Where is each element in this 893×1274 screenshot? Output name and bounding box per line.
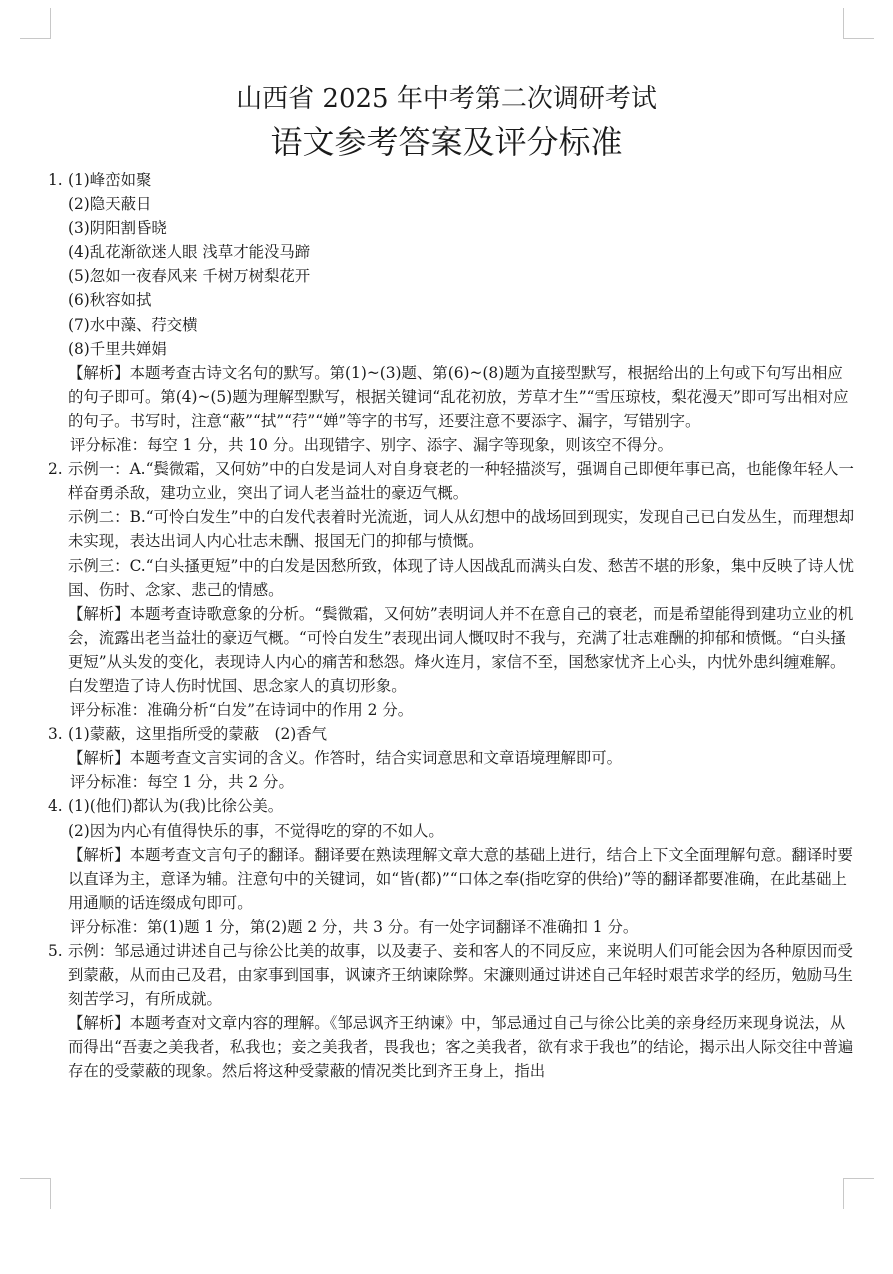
scoring-criteria: 评分标准：第(1)题 1 分，第(2)题 2 分，共 3 分。有一处字词翻译不准确扣 1 分。: [70, 917, 639, 936]
analysis-paragraph: 【解析】本题考查古诗文名句的默写。第(1)~(3)题、第(6)~(8)题为直接型默写，根据给出的上句或下句写出相应的句子即可。第(4)~(5)题为理解型默写，根据关键词“乱花初放，芳草才生”“雪压琼枝，梨花漫天”即可写出相对应的句子。书写时，注意“蔽”“拭”“荇”“婵”等字的书写，还要注意不要添字、漏字，写错别字。: [68, 363, 849, 430]
answer-line: (2)隐天蔽日: [68, 195, 152, 214]
example-answer: 示例：邹忌通过讲述自己与徐公比美的故事，以及妻子、妾和客人的不同反应，来说明人们可能会因为各种原因而受到蒙蔽，从而由己及君，由家事到国事，讽谏齐王纳谏除弊。宋濂则通过讲述自己年轻时艰苦求学的经历，勉励马生刻苦学习，有所成就。: [68, 942, 853, 1009]
answer-line: (1)蒙蔽，这里指所受的蒙蔽 (2)香气: [68, 725, 328, 744]
scoring-criteria: 评分标准：每空 1 分，共 10 分。出现错字、别字、添字、漏字等现象，则该空不得分。: [70, 436, 674, 455]
page-header: [0, 80, 893, 164]
answer-line: (1)峰峦如聚: [68, 171, 152, 189]
crop-mark-bottom-left: [20, 1178, 51, 1209]
answer-line: (1)(他们)都认为(我)比徐公美。: [68, 797, 284, 816]
answer-content: [48, 168, 858, 1084]
answer-line: (3)阴阳割昏晓: [68, 219, 167, 238]
analysis-paragraph: 【解析】本题考查文言实词的含义。作答时，结合实词意思和文章语境理解即可。: [68, 749, 623, 768]
scoring-criteria: 评分标准：准确分析“白发”在诗词中的作用 2 分。: [70, 701, 414, 720]
question-3: [48, 722, 858, 794]
question-number: 2.: [48, 460, 63, 479]
example-answer: 示例一：A.“鬓微霜，又何妨”中的白发是词人对自身衰老的一种轻描淡写，强调自己即便年事已高，也能像年轻人一样奋勇杀敌，建功立业，突出了词人老当益壮的豪迈气概。: [68, 460, 854, 503]
example-answer: 示例三：C.“白头搔更短”中的白发是因愁所致，体现了诗人因战乱而满头白发、愁苦不堪的形象，集中反映了诗人忧国、伤时、念家、悲己的情感。: [68, 556, 854, 599]
analysis-paragraph: 【解析】本题考查文言句子的翻译。翻译要在熟读理解文章大意的基础上进行，结合上下文全面理解句意。翻译时要以直译为主，意译为辅。注意句中的关键词，如“皆(都)”“口体之奉(指吃穿的供给)”等的翻译都要准确，在此基础上用通顺的话连缀成句即可。: [68, 845, 853, 912]
example-answer: 示例二：B.“可怜白发生”中的白发代表着时光流逝，词人从幻想中的战场回到现实，发现自己已白发丛生，而理想却未实现，表达出词人内心壮志未酬、报国无门的抑郁与愤慨。: [68, 508, 855, 551]
answer-line: (4)乱花渐欲迷人眼 浅草才能没马蹄: [68, 243, 311, 262]
crop-mark-bottom-right: [843, 1178, 874, 1209]
question-number: 5.: [48, 942, 63, 960]
answer-key-title: 语文参考答案及评分标准: [270, 123, 623, 161]
question-number: 4.: [48, 797, 63, 816]
answer-line: (5)忽如一夜春风来 千树万树梨花开: [68, 267, 311, 286]
question-1: [48, 168, 858, 457]
scoring-criteria: 评分标准：每空 1 分，共 2 分。: [70, 773, 294, 792]
question-4: [48, 794, 858, 939]
question-number: 1.: [48, 171, 63, 189]
crop-mark-top-right: [843, 8, 874, 39]
answer-line: (8)千里共婵娟: [68, 339, 167, 358]
analysis-paragraph: 【解析】本题考查诗歌意象的分析。“鬓微霜，又何妨”表明词人并不在意自己的衰老，而是希望能得到建功立业的机会，流露出老当益壮的豪迈气概。“可怜白发生”表现出词人慨叹时不我与，充满了壮志难酬的抑郁和愤慨。“白头搔更短”从头发的变化，表现诗人内心的痛苦和愁怨。烽火连月，家信不至，国愁家忧齐上心头，内忧外患纠缠难解。白发塑造了诗人伤时忧国、思念家人的真切形象。: [68, 604, 854, 695]
answer-line: (7)水中藻、荇交横: [68, 315, 198, 334]
question-5: [48, 939, 858, 1084]
question-2: [48, 457, 858, 722]
answer-line: (6)秋容如拭: [68, 291, 152, 310]
crop-mark-top-left: [20, 8, 51, 39]
analysis-paragraph: 【解析】本题考查对文章内容的理解。《邹忌讽齐王纳谏》中，邹忌通过自己与徐公比美的亲身经历来现身说法，从而得出“吾妻之美我者，私我也；妾之美我者，畏我也；客之美我者，欲有求于我也”的结论，揭示出人际交往中普遍存在的受蒙蔽的现象。然后将这种受蒙蔽的情况类比到齐王身上，指出: [68, 1014, 854, 1081]
question-number: 3.: [48, 725, 63, 744]
answer-line: (2)因为内心有值得快乐的事，不觉得吃的穿的不如人。: [68, 821, 444, 840]
exam-title: 山西省 2025 年中考第二次调研考试: [236, 84, 657, 114]
